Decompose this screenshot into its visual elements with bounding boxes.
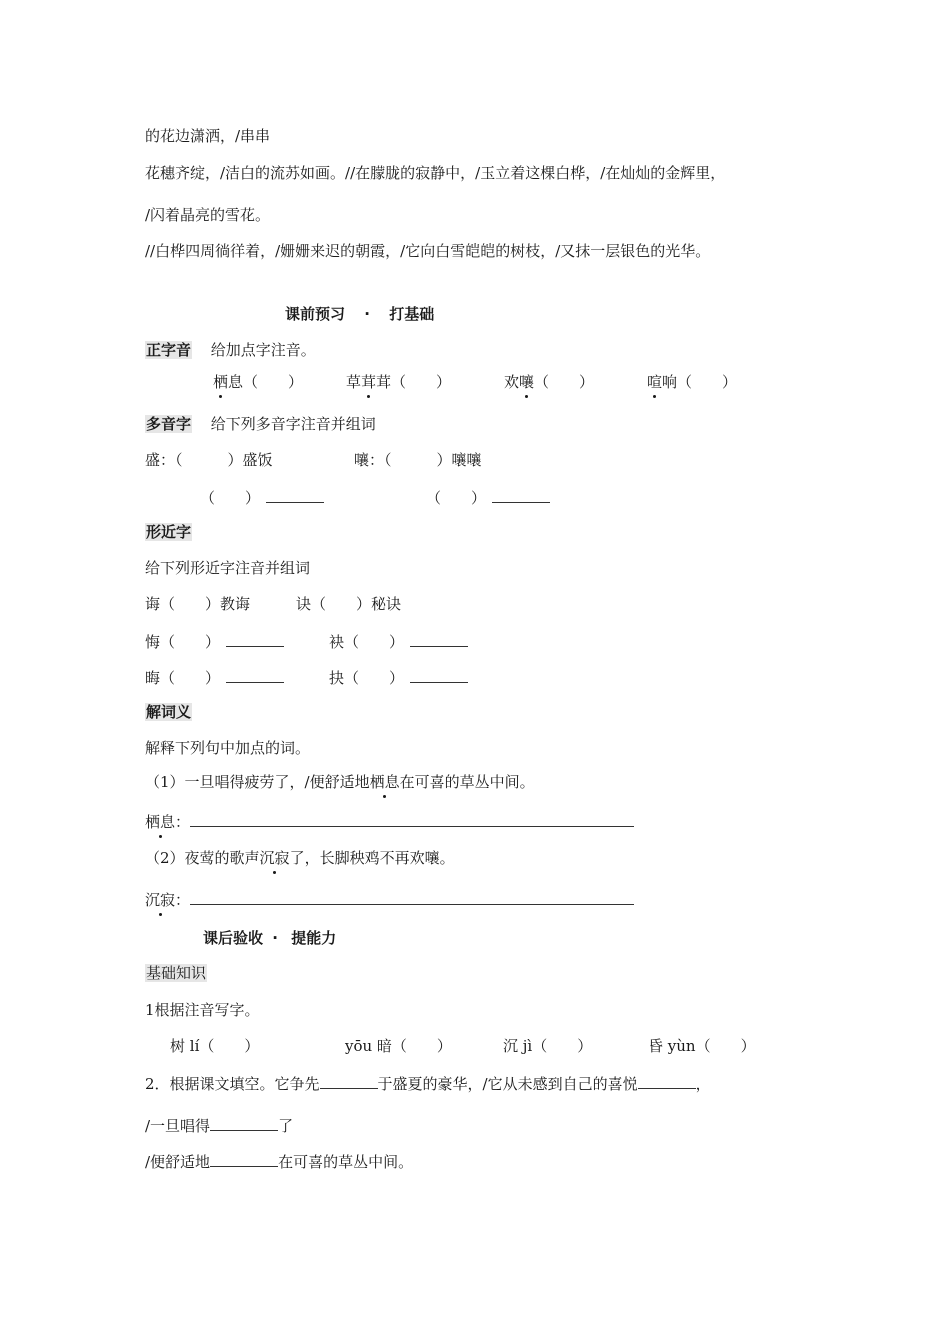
xingjinzi-row-1-b: 诀（ ）秘诀 xyxy=(296,595,402,613)
zhengziyin-item-2: 草茸茸（ ） xyxy=(346,373,452,391)
zhengziyin-instruction: 给加点字注音。 xyxy=(210,341,316,359)
answer-blank[interactable] xyxy=(226,630,284,647)
passage-line-3: /闪着晶亮的雪花。 xyxy=(145,206,271,224)
jieciyi-instruction: 解释下列句中加点的词。 xyxy=(145,739,311,757)
xingjinzi-row-2-b: 袂（ ） xyxy=(329,630,468,652)
passage-line-4: //白桦四周徜徉着，/姗姗来迟的朝霞，/它向白雪皑皑的树枝，/又抹一层银色的光华。 xyxy=(145,242,711,260)
jieciyi-question-1: （1）一旦唱得疲劳了，/便舒适地栖息在可喜的草丛中间。 xyxy=(145,773,535,791)
duoyinzi-instruction: 给下列多音字注音并组词 xyxy=(210,415,376,433)
answer-blank[interactable] xyxy=(492,486,550,503)
jichu-question-2-line-2: /一旦唱得 了 xyxy=(145,1114,293,1136)
jichu-question-2-line-3: /便舒适地 在可喜的草丛中间。 xyxy=(145,1150,413,1172)
zhengziyin-item-4: 喧响（ ） xyxy=(647,373,738,391)
jichu-label: 基础知识 xyxy=(146,964,207,982)
jichu-q1-item-3: 沉 jì（ ） xyxy=(503,1037,593,1055)
duoyinzi-header xyxy=(145,414,376,434)
duoyinzi-sheng-sub: （ ） xyxy=(200,486,324,508)
answer-blank[interactable] xyxy=(638,1072,696,1089)
passage-line-2: 花穗齐绽，/洁白的流苏如画。//在朦胧的寂静中，/玉立着这棵白桦，/在灿灿的金辉里， xyxy=(145,164,726,182)
xingjinzi-row-2-a: 悔（ ） xyxy=(145,630,284,652)
passage-line-1: 的花边潇洒，/串串 xyxy=(145,127,271,145)
answer-blank[interactable] xyxy=(266,486,324,503)
xingjinzi-row-3-a: 晦（ ） xyxy=(145,666,284,688)
answer-blank[interactable] xyxy=(190,888,634,905)
jieciyi-answer-1: 栖息： xyxy=(145,810,634,832)
xingjinzi-row-1-a: 诲（ ）教诲 xyxy=(145,595,251,613)
jichu-question-1: 1根据注音写字。 xyxy=(145,1001,260,1019)
duoyinzi-rang-sub: （ ） xyxy=(426,486,550,508)
answer-blank[interactable] xyxy=(210,1114,278,1131)
xingjinzi-instruction: 给下列形近字注音并组词 xyxy=(145,559,311,577)
duoyinzi-rang: 嚷：（ ）嚷嚷 xyxy=(354,451,482,469)
duoyinzi-label: 多音字 xyxy=(146,415,192,433)
jichu-q1-item-4: 昏 yùn（ ） xyxy=(648,1037,756,1055)
section-title-review: 课后验收 · 提能力 xyxy=(203,929,337,947)
zhengziyin-header xyxy=(145,340,316,360)
answer-blank[interactable] xyxy=(320,1072,378,1089)
answer-blank[interactable] xyxy=(190,810,634,827)
answer-blank[interactable] xyxy=(410,630,468,647)
xingjinzi-row-3-b: 抉（ ） xyxy=(329,666,468,688)
jieciyi-question-2: （2）夜莺的歌声沉寂了，长脚秧鸡不再欢嚷。 xyxy=(145,849,455,867)
jichu-q1-item-1: 树 lí（ ） xyxy=(170,1037,260,1055)
section-title-preview: 课前预习 · 打基础 xyxy=(285,305,435,323)
answer-blank[interactable] xyxy=(210,1150,278,1167)
duoyinzi-sheng: 盛：（ ）盛饭 xyxy=(145,451,273,469)
answer-blank[interactable] xyxy=(410,666,468,683)
zhengziyin-label: 正字音 xyxy=(146,341,192,359)
zhengziyin-item-3: 欢嚷（ ） xyxy=(504,373,595,391)
jichu-question-2: 2．根据课文填空。它争先 于盛夏的豪华，/它从未感到自己的喜悦 ， xyxy=(145,1072,711,1094)
xingjinzi-label: 形近字 xyxy=(146,523,192,541)
zhengziyin-item-1: 栖息（ ） xyxy=(213,373,304,391)
jieciyi-answer-2: 沉寂： xyxy=(145,888,634,910)
jieciyi-label: 解词义 xyxy=(146,703,192,721)
answer-blank[interactable] xyxy=(226,666,284,683)
jichu-q1-item-2: yōu 暗（ ） xyxy=(345,1037,452,1055)
